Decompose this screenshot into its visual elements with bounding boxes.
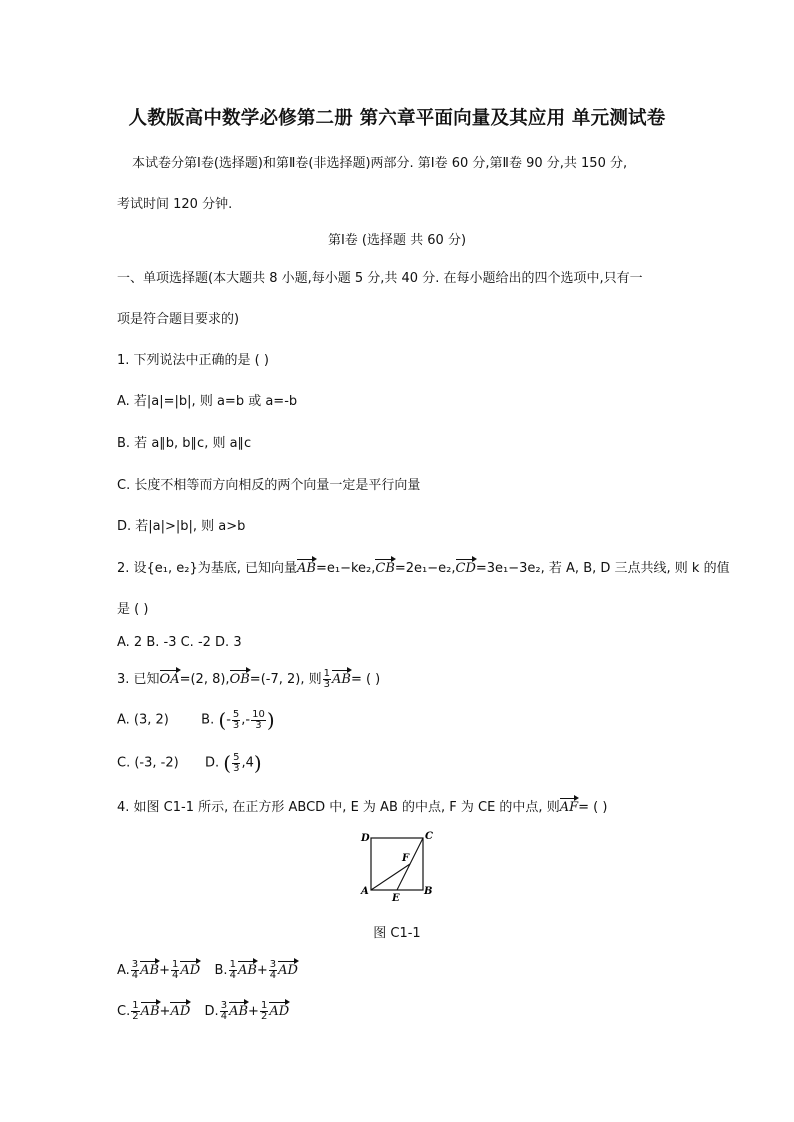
q3-option-d-frac: $\frac{5}{3}$: [233, 751, 240, 774]
q4-d-coef-2: $\frac{1}{2}$: [260, 1000, 268, 1022]
q3-option-b-frac-1: $\frac{5}{3}$: [232, 708, 240, 731]
label-b: B: [424, 886, 433, 897]
q4-options-cd: C. $\frac{1}{2}$ AB+AD D. $\frac{3}{4}$ AB+ $\frac{1}{2}$ AD: [117, 1000, 290, 1022]
label-e: E: [392, 893, 400, 902]
q3-expr-2: =(-7, 2), 则: [249, 672, 322, 687]
q2-suffix: 若 A, B, D 三点共线, 则 k 的值: [544, 561, 730, 576]
q3-options-ab: A. (3, 2) B. (- $\frac{5}{3}$ ,- $\frac{10}{3}$ ): [117, 708, 275, 732]
q3-option-a: A. (3, 2): [117, 712, 169, 728]
q2-vector-cd: CD: [455, 561, 476, 576]
q2-vector-ab: AB: [297, 561, 316, 576]
figure-caption: 图 C1-1: [373, 926, 421, 941]
q1-stem: 1. 下列说法中正确的是 ( ): [117, 353, 269, 368]
square-abcd: [371, 838, 423, 890]
intro-line-1: 本试卷分第Ⅰ卷(选择题)和第Ⅱ卷(非选择题)两部分. 第Ⅰ卷 60 分,第Ⅱ卷 90 分,共 150 分,: [132, 156, 628, 171]
q3-option-c: C. (-3, -2): [117, 755, 179, 771]
square-figure: [358, 828, 438, 902]
q2-stem: [117, 557, 730, 576]
q3-option-d-label: D.: [204, 755, 220, 771]
q2-expr-3: =3e₁−3e₂,: [475, 561, 545, 576]
label-d: D: [361, 833, 370, 844]
q2-stem-line-2: 是 ( ): [117, 602, 149, 617]
q4-stem: 4. 如图 C1-1 所示, 在正方形 ABCD 中, E 为 AB 的中点, F 为 CE 的中点, 则AF= ( ): [117, 800, 608, 815]
q3-stem: [117, 668, 380, 690]
q4-b-coef-2: $\frac{3}{4}$: [269, 959, 277, 981]
label-a: A: [361, 886, 369, 897]
q1-option-d: D. 若|a|>|b|, 则 a>b: [117, 519, 246, 534]
segment-af: [371, 864, 410, 890]
label-f: F: [402, 853, 410, 864]
q2-options: A. 2 B. -3 C. -2 D. 3: [117, 635, 242, 650]
q3-vector-ab: AB: [331, 672, 351, 687]
q3-expr-1: =(2, 8),: [179, 672, 230, 687]
q2-expr-1: =e₁−ke₂,: [315, 561, 376, 576]
q4-vector-af: AF: [559, 800, 579, 815]
q3-option-b-label: B.: [201, 712, 215, 728]
part1-heading-line-2: 项是符合题目要求的): [117, 312, 240, 327]
q2-prefix: 2. 设{e₁, e₂}为基底, 已知向量: [117, 561, 298, 576]
document-title: 人教版高中数学必修第二册 第六章平面向量及其应用 单元测试卷: [128, 108, 666, 129]
q4-c-coef-1: $\frac{1}{2}$: [132, 1000, 139, 1022]
q1-option-b: B. 若 a∥b, b∥c, 则 a∥c: [117, 436, 252, 451]
part1-heading-line-1: 一、单项选择题(本大题共 8 小题,每小题 5 分,共 40 分. 在每小题给出的四个选项中,只有一: [117, 271, 643, 286]
section-title: 第Ⅰ卷 (选择题 共 60 分): [327, 233, 467, 248]
q1-option-c: C. 长度不相等而方向相反的两个向量一定是平行向量: [117, 478, 421, 493]
q2-expr-2: =2e₁−e₂,: [394, 561, 456, 576]
q4-a-coef-1: $\frac{3}{4}$: [131, 959, 139, 981]
q4-b-coef-1: $\frac{1}{4}$: [229, 959, 236, 981]
q3-prefix: 3. 已知: [117, 672, 160, 687]
q1-option-a: A. 若|a|=|b|, 则 a=b 或 a=-b: [117, 394, 298, 409]
q3-vector-oa: OA: [159, 672, 180, 687]
q3-options-cd: C. (-3, -2) D. ( $\frac{5}{3}$ ,4): [117, 751, 262, 775]
q3-vector-ob: OB: [229, 672, 250, 687]
label-c: C: [425, 831, 433, 842]
q4-a-coef-2: $\frac{1}{4}$: [172, 959, 179, 981]
q3-option-b-frac-2: $\frac{10}{3}$: [252, 708, 265, 731]
q3-fraction: $\frac{1}{3}$: [323, 668, 330, 690]
segment-ec: [397, 838, 423, 890]
q4-d-coef-1: $\frac{3}{4}$: [220, 1000, 228, 1022]
intro-line-2: 考试时间 120 分钟.: [117, 197, 233, 212]
q2-vector-cb: CB: [375, 561, 395, 576]
q4-options-ab: A. $\frac{3}{4}$ AB+ $\frac{1}{4}$ AD B. $\frac{1}{4}$ AB+ $\frac{3}{4}$ AD: [117, 959, 298, 981]
q3-expr-3: = ( ): [350, 672, 381, 687]
